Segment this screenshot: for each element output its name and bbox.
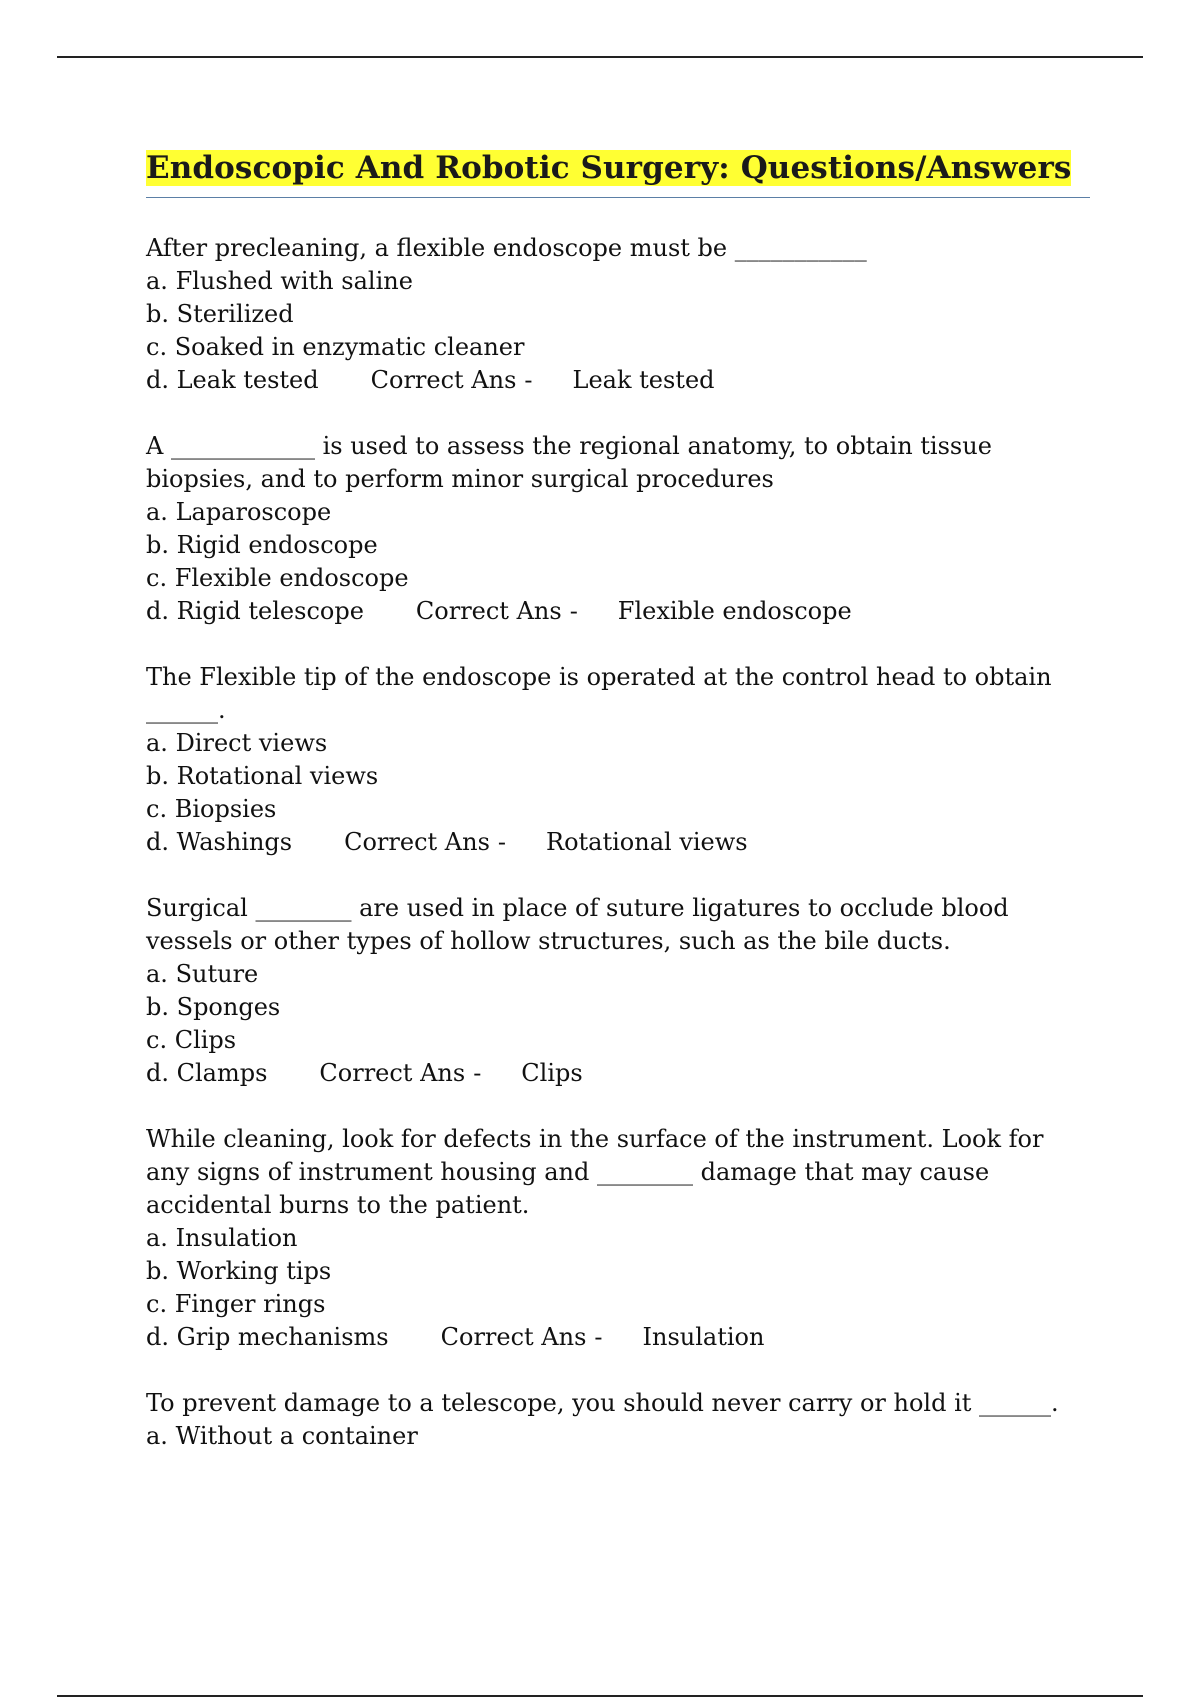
option-d: d. Leak tested bbox=[146, 366, 319, 394]
document-body bbox=[146, 146, 1090, 1486]
option-c: c. Soaked in enzymatic cleaner bbox=[146, 333, 525, 361]
option-d-with-answer bbox=[146, 595, 1090, 628]
question-6 bbox=[146, 1387, 1090, 1453]
question-1 bbox=[146, 232, 1090, 397]
option-c: c. Clips bbox=[146, 1026, 237, 1054]
question-text: A ____________ is used to assess the regional anatomy, to obtain tissue biopsies, and to perform minor surgical procedures bbox=[146, 432, 992, 493]
answer-label: Correct Ans bbox=[344, 828, 490, 856]
answer-dash: - bbox=[524, 366, 533, 394]
option-a: a. Suture bbox=[146, 960, 259, 988]
answer-dash: - bbox=[569, 597, 578, 625]
option-b: b. Working tips bbox=[146, 1257, 332, 1285]
option-d: d. Grip mechanisms bbox=[146, 1323, 389, 1351]
correct-answer: Leak tested bbox=[572, 366, 715, 394]
question-text: Surgical ________ are used in place of suture ligatures to occlude blood vessels or other types of hollow structures, such as the bile ducts. bbox=[146, 894, 1009, 955]
option-b: b. Rigid endoscope bbox=[146, 531, 378, 559]
question-text: While cleaning, look for defects in the surface of the instrument. Look for any signs of instrument housing and ________ damage that may cause accidental burns to the patient. bbox=[146, 1125, 1044, 1219]
option-a: a. Insulation bbox=[146, 1224, 298, 1252]
option-a: a. Without a container bbox=[146, 1422, 418, 1450]
option-d: d. Washings bbox=[146, 828, 293, 856]
title-block bbox=[146, 146, 1090, 198]
option-c: c. Biopsies bbox=[146, 795, 277, 823]
answer-label: Correct Ans bbox=[319, 1059, 466, 1087]
option-a: a. Direct views bbox=[146, 729, 328, 757]
correct-answer: Clips bbox=[521, 1059, 583, 1087]
page-bottom-rule bbox=[57, 1695, 1143, 1697]
document-title: Endoscopic And Robotic Surgery: Questions/Answers bbox=[146, 150, 1072, 186]
correct-answer: Insulation bbox=[642, 1323, 765, 1351]
answer-dash: - bbox=[497, 828, 506, 856]
answer-label: Correct Ans bbox=[415, 597, 562, 625]
correct-answer: Rotational views bbox=[546, 828, 748, 856]
option-d: d. Clamps bbox=[146, 1059, 268, 1087]
option-c: c. Finger rings bbox=[146, 1290, 326, 1318]
answer-dash: - bbox=[473, 1059, 482, 1087]
question-3 bbox=[146, 661, 1090, 859]
option-b: b. Rotational views bbox=[146, 762, 379, 790]
option-d-with-answer bbox=[146, 1321, 1090, 1354]
option-b: b. Sterilized bbox=[146, 300, 294, 328]
option-d-with-answer bbox=[146, 364, 1090, 397]
correct-answer: Flexible endoscope bbox=[617, 597, 852, 625]
question-5 bbox=[146, 1123, 1090, 1354]
question-text: To prevent damage to a telescope, you should never carry or hold it ______. bbox=[146, 1389, 1059, 1417]
question-4 bbox=[146, 892, 1090, 1090]
question-2 bbox=[146, 430, 1090, 628]
option-a: a. Laparoscope bbox=[146, 498, 332, 526]
page-top-rule bbox=[57, 56, 1143, 58]
option-d-with-answer bbox=[146, 1057, 1090, 1090]
answer-label: Correct Ans bbox=[370, 366, 517, 394]
option-b: b. Sponges bbox=[146, 993, 281, 1021]
option-c: c. Flexible endoscope bbox=[146, 564, 409, 592]
option-d: d. Rigid telescope bbox=[146, 597, 364, 625]
answer-dash: - bbox=[594, 1323, 603, 1351]
answer-label: Correct Ans bbox=[440, 1323, 587, 1351]
option-d-with-answer bbox=[146, 826, 1090, 859]
option-a: a. Flushed with saline bbox=[146, 267, 413, 295]
question-text: The Flexible tip of the endoscope is operated at the control head to obtain ______. bbox=[146, 663, 1052, 724]
question-text: After precleaning, a flexible endoscope must be ___________ bbox=[146, 234, 867, 262]
